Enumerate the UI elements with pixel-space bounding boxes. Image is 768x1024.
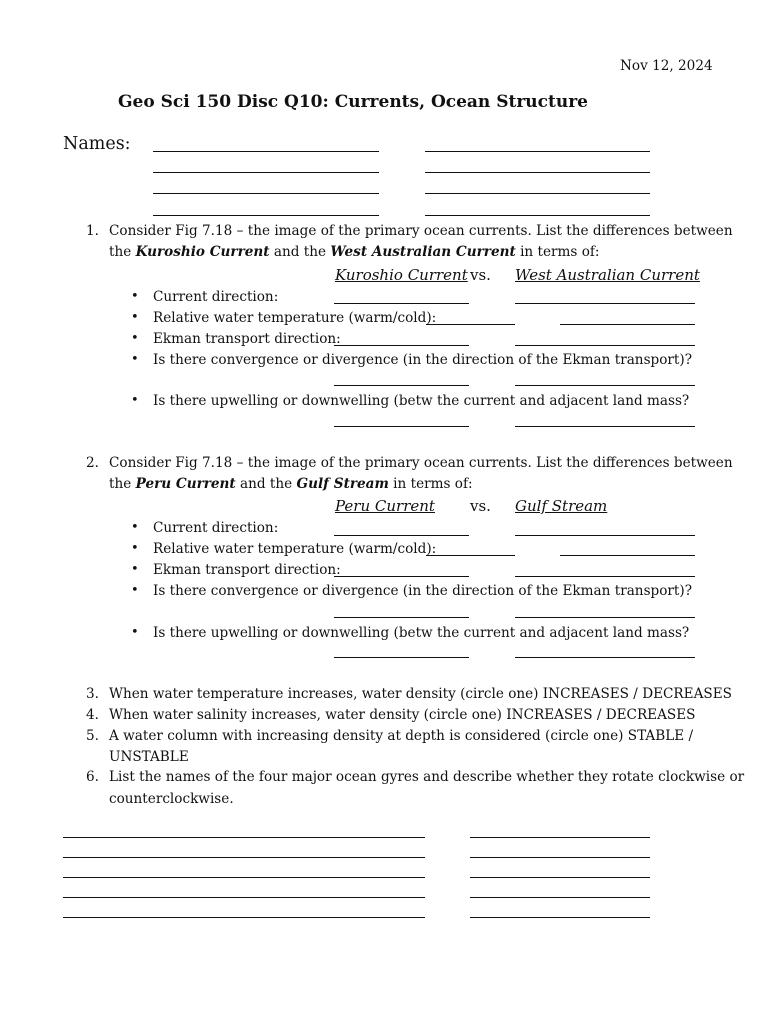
q2-answer-line[interactable] xyxy=(515,657,695,658)
q1-answer-line[interactable] xyxy=(515,345,695,346)
q2-item-ekman: Ekman transport direction: xyxy=(153,562,341,578)
q1-answer-line[interactable] xyxy=(334,345,469,346)
q2-line2-post: in terms of: xyxy=(388,476,473,492)
q2-column-header-a: Peru Current xyxy=(335,497,435,515)
q1-item-direction: Current direction: xyxy=(153,289,279,305)
q2-answer-line[interactable] xyxy=(334,657,469,658)
gyre-name-line[interactable] xyxy=(63,897,425,898)
bullet: • xyxy=(131,289,139,304)
bullet: • xyxy=(131,562,139,577)
q5-line2: UNSTABLE xyxy=(109,749,189,765)
gyre-rotation-line[interactable] xyxy=(470,917,650,918)
q1-item-ekman: Ekman transport direction: xyxy=(153,331,341,347)
q2-item-upwelling: Is there upwelling or downwelling (betw the current and adjacent land mass? xyxy=(153,625,690,641)
q2-answer-line[interactable] xyxy=(334,617,469,618)
q2-answer-line[interactable] xyxy=(334,535,469,536)
gyre-rotation-line[interactable] xyxy=(470,897,650,898)
q2-answer-line[interactable] xyxy=(515,576,695,577)
q2-line1: Consider Fig 7.18 – the image of the primary ocean currents. List the differences between xyxy=(109,455,733,471)
gyre-rotation-line[interactable] xyxy=(470,837,650,838)
q2-item-direction: Current direction: xyxy=(153,520,279,536)
q1-answer-line[interactable] xyxy=(334,385,469,386)
q2-current-b: Gulf Stream xyxy=(296,476,389,492)
q1-item-convergence: Is there convergence or divergence (in the direction of the Ekman transport)? xyxy=(153,352,692,368)
q1-answer-line[interactable] xyxy=(334,303,469,304)
q1-answer-line[interactable] xyxy=(426,324,515,325)
q2-column-header-b: Gulf Stream xyxy=(515,497,608,515)
q2-item-temperature: Relative water temperature (warm/cold): xyxy=(153,541,437,557)
q5-line1: A water column with increasing density at depth is considered (circle one) STABLE / xyxy=(109,728,694,744)
q1-line2-mid: and the xyxy=(269,244,331,260)
q1-answer-line[interactable] xyxy=(334,426,469,427)
q1-answer-line[interactable] xyxy=(560,324,695,325)
bullet: • xyxy=(131,583,139,598)
q1-current-a: Kuroshio Current xyxy=(135,244,270,260)
name-line[interactable] xyxy=(425,215,650,216)
q1-column-header-b: West Australian Current xyxy=(515,266,700,284)
q1-line2 xyxy=(109,243,600,261)
gyre-name-line[interactable] xyxy=(63,917,425,918)
q1-item-temperature: Relative water temperature (warm/cold): xyxy=(153,310,437,326)
names-label: Names: xyxy=(63,134,131,154)
q1-column-header-a: Kuroshio Current xyxy=(335,266,468,284)
q4-number: 4. xyxy=(86,707,99,723)
name-line[interactable] xyxy=(153,172,379,173)
q1-vs: vs. xyxy=(470,266,491,284)
bullet: • xyxy=(131,393,139,408)
date: Nov 12, 2024 xyxy=(620,58,713,74)
bullet: • xyxy=(131,625,139,640)
name-line[interactable] xyxy=(425,193,650,194)
q1-line2-post: in terms of: xyxy=(515,244,600,260)
name-line[interactable] xyxy=(153,151,379,152)
q2-item-convergence: Is there convergence or divergence (in the direction of the Ekman transport)? xyxy=(153,583,692,599)
gyre-rotation-line[interactable] xyxy=(470,857,650,858)
page-title: Geo Sci 150 Disc Q10: Currents, Ocean Structure xyxy=(118,92,588,112)
q4-text: When water salinity increases, water density (circle one) INCREASES / DECREASES xyxy=(109,707,696,723)
q1-line1: Consider Fig 7.18 – the image of the primary ocean currents. List the differences between xyxy=(109,223,733,239)
q2-number: 2. xyxy=(86,455,99,471)
q1-answer-line[interactable] xyxy=(515,303,695,304)
q1-item-upwelling: Is there upwelling or downwelling (betw the current and adjacent land mass? xyxy=(153,393,690,409)
q2-answer-line[interactable] xyxy=(515,535,695,536)
q1-answer-line[interactable] xyxy=(515,385,695,386)
q1-answer-line[interactable] xyxy=(515,426,695,427)
name-line[interactable] xyxy=(425,151,650,152)
q1-line2-pre: the xyxy=(109,244,136,260)
q3-number: 3. xyxy=(86,686,99,702)
q6-number: 6. xyxy=(86,769,99,785)
q3-text: When water temperature increases, water density (circle one) INCREASES / DECREASES xyxy=(109,686,732,702)
gyre-name-line[interactable] xyxy=(63,857,425,858)
q2-answer-line[interactable] xyxy=(515,617,695,618)
q5-number: 5. xyxy=(86,728,99,744)
q6-line1: List the names of the four major ocean gyres and describe whether they rotate clockwise or xyxy=(109,769,745,785)
q2-answer-line[interactable] xyxy=(560,555,695,556)
q2-current-a: Peru Current xyxy=(135,476,236,492)
q2-line2 xyxy=(109,475,473,493)
gyre-name-line[interactable] xyxy=(63,837,425,838)
bullet: • xyxy=(131,331,139,346)
name-line[interactable] xyxy=(425,172,650,173)
bullet: • xyxy=(131,520,139,535)
bullet: • xyxy=(131,541,139,556)
gyre-rotation-line[interactable] xyxy=(470,877,650,878)
bullet: • xyxy=(131,310,139,325)
q2-answer-line[interactable] xyxy=(426,555,515,556)
q2-line2-mid: and the xyxy=(235,476,297,492)
name-line[interactable] xyxy=(153,193,379,194)
q1-number: 1. xyxy=(86,223,99,239)
bullet: • xyxy=(131,352,139,367)
q1-current-b: West Australian Current xyxy=(330,244,516,260)
q6-line2: counterclockwise. xyxy=(109,791,234,807)
name-line[interactable] xyxy=(153,215,379,216)
gyre-name-line[interactable] xyxy=(63,877,425,878)
q2-vs: vs. xyxy=(470,497,491,515)
q2-answer-line[interactable] xyxy=(334,576,469,577)
q2-line2-pre: the xyxy=(109,476,136,492)
